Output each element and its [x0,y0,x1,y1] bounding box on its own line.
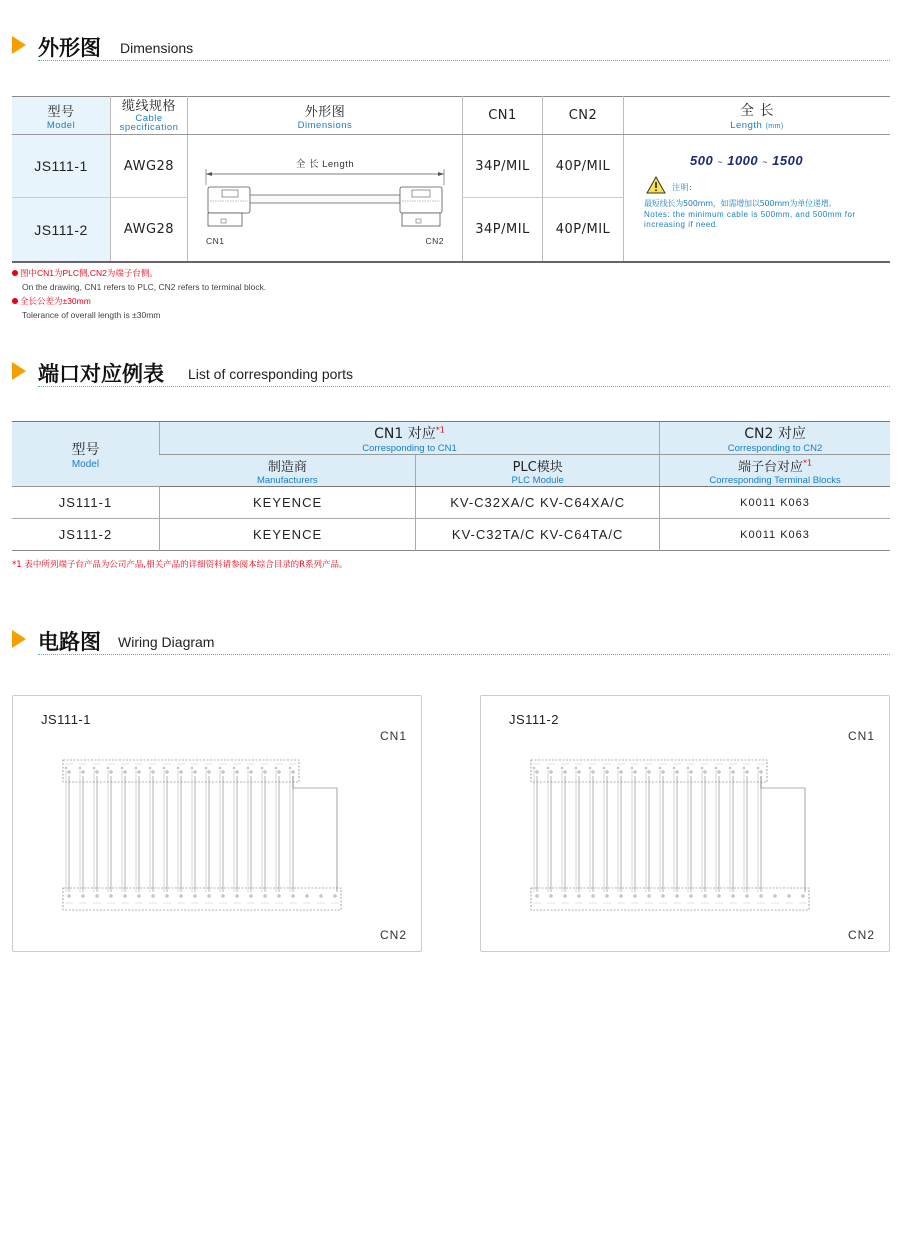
wiring-cn2-label: CN2 [379,928,407,942]
wiring-cn1-label: CN1 [847,729,875,743]
wiring-cn2-label: CN2 [847,928,875,942]
wiring-cn1-label: CN1 [379,729,407,743]
dimension-drawing [188,135,463,263]
table-row [12,135,890,198]
header-model-zh: 型号 [47,104,75,120]
header-model [12,422,159,487]
row-maker: KEYENCE [159,519,415,551]
length-value: 1000 [727,153,759,168]
header-maker [159,455,415,487]
header-plc [416,455,660,487]
cable-drawing-svg [188,135,462,257]
wiring-svg [481,696,889,951]
header-model-en: Model [71,458,100,470]
wiring-model-label: JS111-2 [509,712,559,727]
note-item [12,294,266,308]
note-zh: 全长公差为±30mm [20,296,91,306]
wiring-svg [13,696,421,951]
header-cable-en1: Cable [135,112,163,124]
row-maker: KEYENCE [159,487,415,519]
length-sep: ~ [762,157,769,167]
wiring-lines [63,760,341,910]
ports-footnote: *1 表中所列端子台产品为公司产品,相关产品的详细资料请参阅本综合目录的R系列产品。 [12,560,348,570]
bullet-dot [12,270,18,276]
dimensions-table [12,96,890,263]
header-cable-zh: 缆线规格 [121,98,176,114]
table-header-row [12,97,890,135]
header-length-en [624,120,890,131]
row-plc: KV-C32XA/C KV-C64XA/C [416,487,660,519]
note-label: 注明: [672,183,693,192]
dotted-divider [38,386,890,387]
wiring-diagram-js111-1 [12,695,422,952]
length-unit: (mm) [765,123,784,130]
header-plc-en: PLC Module [511,474,564,486]
section-title-wiring [12,626,890,656]
dimension-notes [12,266,266,322]
row-cable: AWG28 [111,198,188,262]
arrow-icon [12,630,26,648]
header-cn2: CN2 [543,97,624,135]
table-header-row [12,422,890,455]
length-values [690,153,884,168]
header-maker-zh: 制造商 [267,459,307,475]
header-plc-zh: PLC模块 [512,459,563,475]
header-cable-en2: specification [119,121,179,133]
footnote-mark: *1 [803,458,813,468]
section-title-dimensions [12,32,890,62]
header-cn1-en: Corresponding to CN1 [362,442,457,454]
length-sep: ~ [717,157,724,167]
length-en-text: Length [730,120,763,131]
header-dims-zh: 外形图 [304,104,346,120]
header-cn2-en: Corresponding to CN2 [727,442,823,454]
drawing-cn2-label: CN2 [425,236,444,246]
footnote-mark: *1 [435,424,445,434]
note-en: On the drawing, CN1 refers to PLC, CN2 refers to terminal block. [22,282,267,292]
row-cn2: 40P/MIL [543,198,624,262]
drawing-cn1-label: CN1 [206,236,225,246]
header-cn2 [660,422,890,455]
header-cn1: CN1 [463,97,543,135]
note-zh: 最短线长为500mm，如需增加以500mm为单位递增。 [644,199,837,208]
drawing-length-label: 全 长 Length [295,159,355,170]
row-plc: KV-C32TA/C KV-C64TA/C [416,519,660,551]
length-value: 500 [690,153,714,168]
row-cn1: 34P/MIL [463,135,543,198]
header-term [660,455,890,487]
arrow-icon [12,362,26,380]
header-maker-en: Manufacturers [256,474,318,486]
row-term: K0011 K063 [660,519,890,551]
wiring-diagram-js111-2 [480,695,890,952]
row-model: JS111-2 [58,527,113,542]
row-model: JS111-1 [12,487,159,519]
bullet-dot [12,298,18,304]
row-term: K0011 K063 [660,487,890,519]
note-label-row [644,176,884,196]
section-title-en: Wiring Diagram [118,634,215,650]
header-model-en: Model [46,119,76,131]
section-title-en: Dimensions [120,40,194,56]
header-cn2-zh: CN2 对应 [744,425,806,442]
arrow-icon [12,36,26,54]
header-term-en: Corresponding Terminal Blocks [709,474,841,486]
header-model [12,97,111,135]
header-dims-en: Dimensions [297,119,353,131]
header-length [624,97,891,135]
header-term-zh: 端子台对应 [737,459,803,475]
warning-icon [646,176,666,194]
note-zh: 图中CN1为PLC侧,CN2为端子台侧。 [20,268,158,278]
table-row [12,519,890,551]
header-dims [188,97,463,135]
dotted-divider [38,60,890,61]
note-en: Notes: the minimum cable is 500mm, and 500mm for increasing if need. [644,210,856,229]
row-cn1: 34P/MIL [463,198,543,262]
header-cn1-zh: CN1 对应 [374,425,436,442]
wiring-lines [531,760,809,910]
length-value: 1500 [772,153,804,168]
table-row [12,487,890,519]
row-cable: AWG28 [111,135,188,198]
note-item [12,266,266,280]
header-cn1 [159,422,659,455]
section-title-zh: 外形图 [38,36,101,60]
section-title-en: List of corresponding ports [188,366,353,382]
section-title-zh: 电路图 [38,630,101,654]
row-model: JS111-2 [12,198,111,262]
header-cable [111,97,188,135]
row-model: JS111-1 [12,135,111,198]
length-cell [624,135,891,263]
header-model-zh: 型号 [71,441,100,458]
note-en: Tolerance of overall length is ±30mm [22,310,161,320]
header-length-zh: 全 长 [740,103,774,119]
wiring-model-label: JS111-1 [41,712,91,727]
ports-table [12,421,890,551]
dotted-divider [38,654,890,655]
section-title-ports [12,358,890,388]
row-cn2: 40P/MIL [543,135,624,198]
section-title-zh: 端口对应例表 [38,362,164,386]
